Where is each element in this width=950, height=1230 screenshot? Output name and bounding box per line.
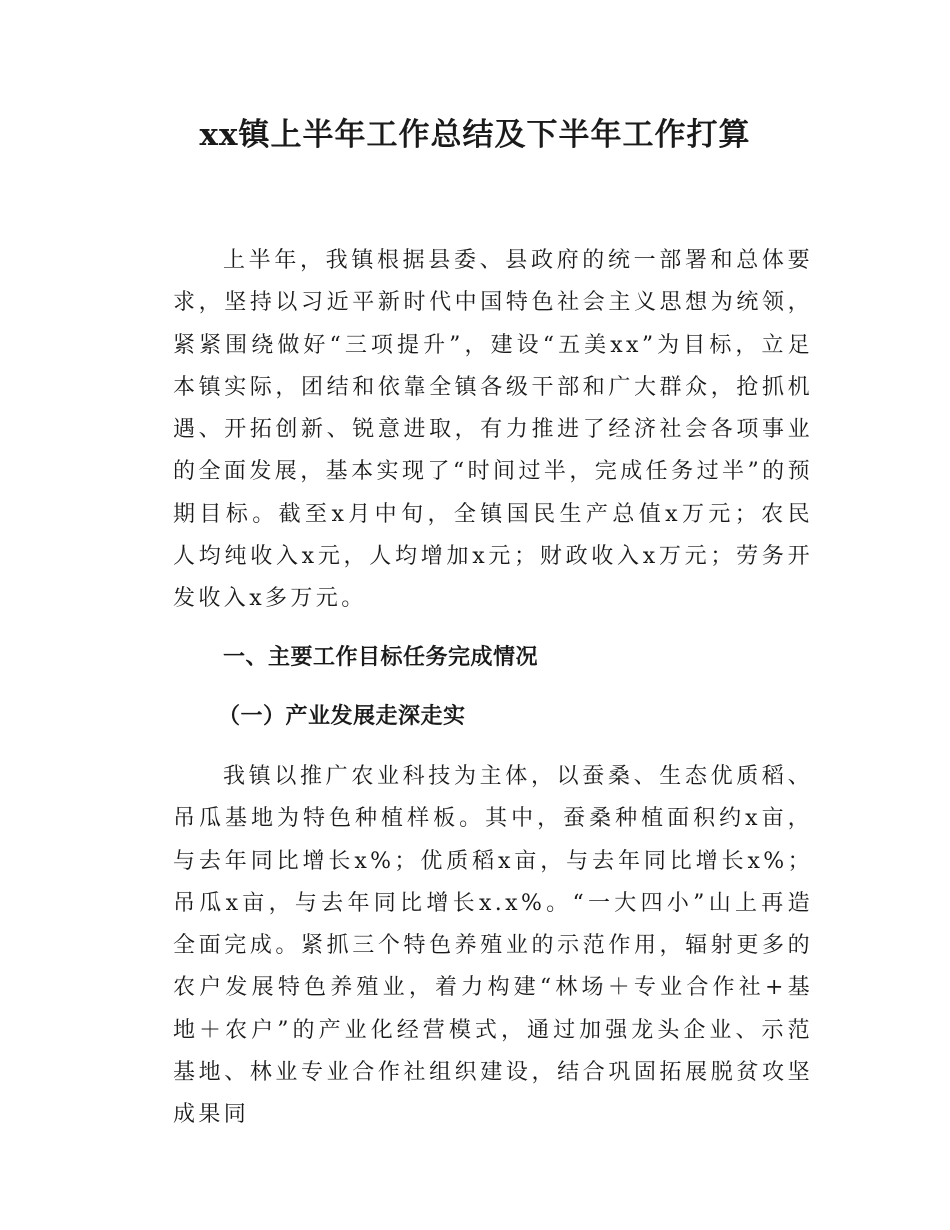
- intro-paragraph: 上半年，我镇根据县委、县政府的统一部署和总体要求，坚持以习近平新时代中国特色社会主义思想为统领，紧紧围绕做好“三项提升”，建设“五美xx”为目标，立足本镇实际，团结和依靠全镇各级干部和广大群众，抢抓机遇、开拓创新、锐意进取，有力推进了经济社会各项事业的全面发展，基本实现了“时间过半，完成任务过半”的预期目标。截至x月中旬，全镇国民生产总值x万元；农民人均纯收入x元，人均增加x元；财政收入x万元；劳务开发收入x多万元。: [173, 248, 813, 612]
- subsection-paragraph: 我镇以推广农业科技为主体，以蚕桑、生态优质稻、吊瓜基地为特色种植样板。其中，蚕桑种植面积约x亩，与去年同比增长x%；优质稻x亩，与去年同比增长x%；吊瓜x亩，与去年同比增长x.x%。“一大四小”山上再造全面完成。紧抓三个特色养殖业的示范作用，辐射更多的农户发展特色养殖业，着力构建“林场＋专业合作社+基地＋农户”的产业化经营模式，通过加强龙头企业、示范基地、林业专业合作社组织建设，结合巩固拓展脱贫攻坚成果同: [173, 764, 813, 1128]
- subsection-heading: （一）产业发展走深走实: [218, 704, 466, 729]
- document-title: xx镇上半年工作总结及下半年工作打算: [199, 117, 751, 153]
- section-heading: 一、主要工作目标任务完成情况: [223, 645, 539, 670]
